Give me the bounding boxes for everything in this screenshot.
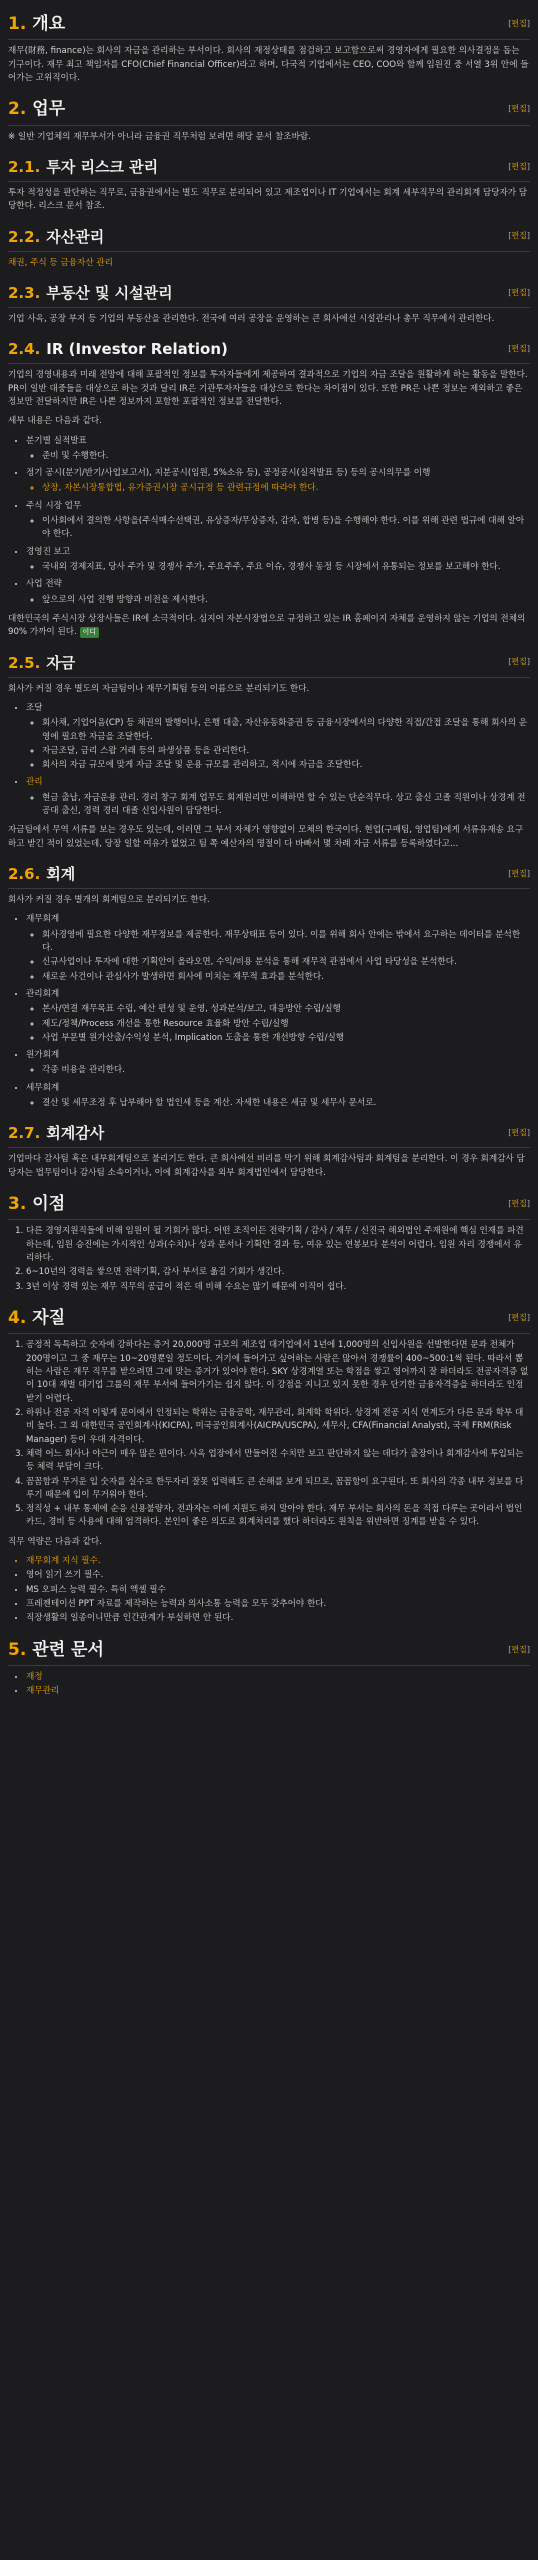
section-related — [8, 1632, 530, 1699]
section-title: 3. 이점 — [8, 1194, 66, 1215]
edit-link[interactable]: [ 편집 ] — [508, 1644, 530, 1656]
section-title: 2. 업무 — [8, 99, 66, 120]
section-funds — [8, 646, 530, 851]
section-header — [8, 332, 530, 364]
section-ir — [8, 332, 530, 639]
list-subitem: ◦ 국내외 경제지표, 당사 주가 및 경쟁사 주가, 주요주주, 주요 이슈, 경쟁사 동정 등 시장에서 유통되는 정보를 보고해야 한다. — [42, 561, 530, 574]
section-title: 2.6. 회계 — [8, 865, 76, 884]
accounting-list — [8, 913, 530, 1110]
section-title: 2.5. 자금 — [8, 653, 76, 672]
edit-link[interactable]: [ 편집 ] — [508, 343, 530, 355]
list-subitem: ◦ 자금조달, 금리 스왑 거래 등의 파생상품 등을 관리한다. — [42, 745, 530, 758]
paragraph: 대한민국의 주식시장 상장사들은 IR에 소극적이다. 심지어 자본시장법으로 규정하고 있는 IR 홈페이지 자체를 운영하지 않는 기업의 전체의 90% 가까이 된다. 이디 — [8, 613, 526, 638]
section-title: 2.4. IR (Investor Relation) — [8, 340, 228, 359]
section-asset-management — [8, 220, 530, 270]
section-title: 4. 자질 — [8, 1307, 66, 1328]
list-item: • 직장생활의 일종이니만큼 인간관계가 부실하면 안 된다. — [26, 1612, 530, 1625]
edit-link[interactable]: [ 편집 ] — [508, 18, 530, 30]
paragraph: 재무(財務, finance)는 회사의 자금을 관리하는 부서이다. 회사의 재정상태를 점검하고 보고함으로써 경영자에게 필요한 의사결정을 돕는 기구이다. 재무 최고 책임자를 CFO(Chief Financial Officer)라고 하며, 다국적 기업에서는 CEO, COO와 함께 임원진 중 서열 3위 안에 들어가는 고위직이다. — [8, 46, 529, 84]
section-advantages — [8, 1186, 530, 1294]
list-subitem: ◦ 새로운 사건이나 관심사가 발생하면 회사에 미치는 재무적 효과를 분석한다. — [42, 971, 530, 984]
paragraph: 기업마다 감사팀 혹은 내부회계팀으로 불리기도 한다. 큰 회사에선 비리를 막기 위해 회계감사팀과 회계팀을 분리한다. 이 경우 회계감사 담당자는 법무팀이나 감사팀 소속이거나, 이에 회계감사를 외부 회계법인에서 담당한다. — [8, 1154, 525, 1178]
paragraph: ※ 일반 기업체의 재무부서가 아니라 금융권 직무처럼 보려면 해당 문서 참조바람. — [8, 131, 311, 142]
paragraph: 자금팀에서 무역 서류를 보는 경우도 있는데, 이러면 그 부서 자체가 영향없이 모체의 한국이다. 현업(구매팀, 영업팀)에게 서류유재송 요구하고 받긴 적이 있었는데, 당장 일할 여유가 없었고 팀 쪽 예산자의 명절이 다 바빠서 몇 차례 자금 서류를 등록하였다고... — [8, 825, 524, 849]
list-subitem: ◦ 신규사업이나 투자에 대한 기획안이 올라오면, 수익/비용 분석을 통해 재무적 관점에서 사업 타당성을 분석한다. — [42, 956, 530, 969]
section-title: 1. 개요 — [8, 14, 66, 34]
list-subitem: ◦ 회사의 자금 규모에 맞게 자금 조달 및 운용 규모를 관리하고, 적시에 자금을 조달한다. — [42, 759, 530, 772]
paragraph: 기업 사옥, 공장 부지 등 기업의 부동산을 관리한다. 전국에 여러 공장을 운영하는 큰 회사에선 시설관리나 총무 직무에서 관리한다. — [8, 313, 495, 324]
paragraph: 직무 역량은 다음과 같다. — [8, 1536, 102, 1547]
related-link — [26, 1671, 530, 1684]
tag-badge: 이디 — [80, 627, 100, 638]
related-link-finance[interactable]: 재정 — [26, 1672, 43, 1683]
section-header — [8, 150, 530, 182]
section-duties — [8, 91, 530, 144]
section-header — [8, 91, 530, 125]
edit-link[interactable]: [ 편집 ] — [508, 656, 530, 668]
list-item: 2. 하위나 전공 자격 이렇게 문이에서 인정되는 학위는 금융공학, 재무관리, 회계학 학위다. 상경계 전공 지식 연계도가 다른 문과 학부 대비 높다. 그 외 대한민국 공인회계사(KICPA), 미국공인회계사(AICPA/USCPA), 세무사, CFA(Financial Analyst), 국제 FRM(Risk Manager) 등이 우대 자격이다. — [26, 1407, 530, 1447]
section-header — [8, 6, 530, 40]
list-item: • 주식 시장 업무 ◦ 이사회에서 결의한 사항을(주식매수선택권, 유상증자/무상증자, 감자, 합병 등)을 수행해야 한다. 이를 위해 관련 법규에 대해 알아야 한다. — [26, 500, 530, 542]
list-item: • 사업 전략 ◦ 앞으로의 사업 진행 방향과 비전을 제시한다. — [26, 578, 530, 607]
list-item: • 경영진 보고 ◦ 국내외 경제지표, 당사 주가 및 경쟁사 주가, 주요주주, 주요 이슈, 경쟁사 동정 등 시장에서 유통되는 정보를 보고해야 한다. — [26, 546, 530, 575]
list-item: • 원가회계 ◦ 각종 비용을 관리한다. — [26, 1049, 530, 1078]
edit-link[interactable]: [ 편집 ] — [508, 103, 530, 115]
list-item: 1. 다른 경영지원직들에 비해 임원이 될 기회가 많다. 어떤 조직이든 전략기획 / 감사 / 재무 / 신진국 해외법인 주재원에 핵심 인재를 파견하는데, 임원 승진에는 가시적인 성과(수치)나 성과 문서나 기획안 결과 등, 여유 있는 연봉보다 분석이 어렵다. 임원 자리 경쟁에서 유리하다. — [26, 1225, 530, 1265]
list-item: • 재무회계 ◦ 회사경영에 필요한 다양한 재무정보를 제공한다. 재무상태표 등이 있다. 이를 위해 회사 안에는 밖에서 요구하는 데이터를 분석한다. ◦ 신규사업이나 투자에 대한 기획안이 올라오면, 수익/비용 분석을 통해 재무적 관점에서 사업 타당성을 분석한다. ◦ 새로운 사건이나 관심사가 발생하면 회사에 미치는 재무적 효과를 분석한다. — [26, 913, 530, 984]
edit-link[interactable]: [ 편집 ] — [508, 230, 530, 242]
section-header — [8, 1186, 530, 1220]
list-item: • 재무회계 지식 필수. — [26, 1555, 530, 1568]
list-subitem: ◦ 회사채, 기업어음(CP) 등 채권의 발행이나, 은행 대출, 자산유동화증권 등 금융시장에서의 다양한 직접/간접 조달을 통해 회사의 운영에 필요한 자금을 조달한다. — [42, 717, 530, 744]
section-header — [8, 220, 530, 252]
list-item: • 프레젠테이션 PPT 자료를 제작하는 능력과 의사소통 능력을 모두 갖추어야 한다. — [26, 1598, 530, 1611]
edit-link[interactable]: [ 편집 ] — [508, 1198, 530, 1210]
section-header — [8, 1300, 530, 1334]
list-item: 4. 꼼꼼함과 무거운 입 숫자를 실수로 한두자리 잘못 입력해도 큰 손해를 보게 되므로, 꼼꼼함이 요구된다. 또 회사의 각종 내부 정보를 다루기 때문에 입이 무거워야 한다. — [26, 1476, 530, 1503]
edit-link[interactable]: [ 편집 ] — [508, 1127, 530, 1139]
section-header — [8, 857, 530, 889]
section-title: 2.7. 회계감사 — [8, 1124, 105, 1143]
list-subitem: ◦ 본사/연결 재무목표 수립, 예산 편성 및 운영, 성과분석/보고, 대응방안 수립/실행 — [42, 1003, 530, 1016]
list-subitem: ◦ 현금 출납, 자금운용 관리. 경리 창구 회계 업무도 회계원리만 이해하면 할 수 있는 단순직무다. 상고 출신 고졸 직원이나 상경계 전공대 출신, 경력 경리 대졸 신입사원이 담당한다. — [42, 792, 530, 819]
list-subitem: ◦ 앞으로의 사업 진행 방향과 비전을 제시한다. — [42, 594, 530, 607]
edit-link[interactable]: [ 편집 ] — [508, 868, 530, 880]
paragraph: 회사가 커질 경우 별개의 회계팀으로 분리되기도 한다. — [8, 895, 210, 906]
edit-link[interactable]: [ 편집 ] — [508, 287, 530, 299]
list-item: • 영어 읽기 쓰기 필수. — [26, 1569, 530, 1582]
qualities-list — [8, 1339, 530, 1529]
section-title: 2.3. 부동산 및 시설관리 — [8, 283, 173, 302]
list-subitem: ◦ 준비 및 수행한다. — [42, 450, 530, 463]
section-accounting — [8, 857, 530, 1110]
funds-list — [8, 702, 530, 819]
advantages-list — [8, 1225, 530, 1294]
section-title: 5. 관련 문서 — [8, 1639, 104, 1660]
list-item: • 분기별 실적발표 ◦ 준비 및 수행한다. — [26, 435, 530, 464]
list-item: 3. 체력 어느 회사나 야근이 매우 많은 편이다. 사옥 업장에서 만들어진 수치만 보고 판단하지 않는 데다가 출장이나 회계감사에 투입되는 등 체력 부담이 크다. — [26, 1448, 530, 1475]
list-subitem: ◦ 이사회에서 결의한 사항을(주식매수선택권, 유상증자/무상증자, 감자, 합병 등)을 수행해야 한다. 이를 위해 관련 법규에 대해 알아야 한다. — [42, 515, 530, 542]
paragraph: 채권, 주식 등 금융자산 관리 — [8, 257, 113, 268]
list-subitem: ◦ 결산 및 세무조정 후 납부해야 할 법인세 등을 계산. 자세한 내용은 세금 및 세무사 문서로. — [42, 1097, 530, 1110]
section-qualities — [8, 1300, 530, 1626]
section-header — [8, 1632, 530, 1666]
list-subitem: ◦ 회사경영에 필요한 다양한 재무정보를 제공한다. 재무상태표 등이 있다. 이를 위해 회사 안에는 밖에서 요구하는 데이터를 분석한다. — [42, 929, 530, 956]
edit-link[interactable]: [ 편집 ] — [508, 161, 530, 173]
related-list — [8, 1671, 530, 1699]
list-item: • 관리회계 ◦ 본사/연결 재무목표 수립, 예산 편성 및 운영, 성과분석/보고, 대응방안 수립/실행 ◦ 제도/정책/Process 개선을 통한 Resource 효율화 방안 수립/실행 ◦ 사업 부문별 원가산출/수익성 분석, Implication 도출을 통한 개선방향 수립/실행 — [26, 988, 530, 1045]
list-item: 3. 3년 이상 경력 있는 재무 직무의 공급이 적은 데 비해 수요는 많기 때문에 이직이 쉽다. — [26, 1281, 530, 1294]
list-item: 1. 공정적 독특하고 숫자에 강하다는 증거 20,000명 규모의 제조업 대기업에서 1년에 1,000명의 신입사원을 선발한다면 문과 전체가 200명이고 그 중 재무는 10~20명뿐일 정도이다. 거기에 들어가고 싶어하는 사람은 많아서 경쟁률이 400~500:1씩 된다. 따라서 뽑히는 사람은 재무 직무를 받으려면 그에 맞는 증거가 있어야 한다. SKY 상경계열 또는 학점을 쌓고 영어까지 잘 하더라도 전공자격증 없이 10대 재벌 대기업 그룹의 재무 부서에 들어가기는 쉽지 않다. 이 강점을 지니고 있지 못한 경우 단기한 금융자격증을 하더라도 인정받기 어렵다. — [26, 1339, 530, 1406]
section-overview — [8, 6, 530, 85]
list-subitem: ◦ 각종 비용을 관리한다. — [42, 1064, 530, 1077]
section-title: 2.1. 투자 리스크 관리 — [8, 158, 159, 177]
section-header — [8, 276, 530, 308]
list-subitem: ◦ 제도/정책/Process 개선을 통한 Resource 효율화 방안 수립/실행 — [42, 1018, 530, 1031]
list-subitem: ◦ 상장, 자본시장통합법, 유가증권시장 공시규정 등 관련규정에 따라야 한다. — [42, 482, 530, 495]
list-item: • 조달 ◦ 회사채, 기업어음(CP) 등 채권의 발행이나, 은행 대출, 자산유동화증권 등 금융시장에서의 다양한 직접/간접 조달을 통해 회사의 운영에 필요한 자금을 조달한다. ◦ 자금조달, 금리 스왑 거래 등의 파생상품 등을 관리한다. ◦ 회사의 자금 규모에 맞게 자금 조달 및 운용 규모를 관리하고, 적시에 자금을 조달한다. — [26, 702, 530, 773]
section-title: 2.2. 자산관리 — [8, 227, 105, 246]
paragraph: 투자 적정성을 판단하는 직무로, 금융권에서는 별도 직무로 분리되어 있고 제조업이나 IT 기업에서는 회계 세부직무의 관리회계 담당자가 담당한다. 리스크 문서 참조. — [8, 188, 528, 212]
list-subitem: ◦ 사업 부문별 원가산출/수익성 분석, Implication 도출을 통한 개선방향 수립/실행 — [42, 1032, 530, 1045]
edit-link[interactable]: [ 편집 ] — [508, 1312, 530, 1324]
paragraph: 세부 내용은 다음과 같다. — [8, 416, 102, 427]
related-link — [26, 1685, 530, 1698]
skills-list — [8, 1555, 530, 1626]
section-header — [8, 1116, 530, 1148]
section-real-estate — [8, 276, 530, 326]
list-item: 5. 정직성 + 내부 통제에 순응 신용불량자, 전과자는 이에 지원도 하지 말아야 한다. 재무 부서는 회사의 돈을 직접 다루는 곳이라서 법인카드, 경비 등 사용에 대해 엄격하다. 본인이 좋은 의도로 회계처리를 했다 하더라도 원칙을 위반하면 징계를 받을 수 있다. — [26, 1503, 530, 1530]
list-item: • 세무회계 ◦ 결산 및 세무조정 후 납부해야 할 법인세 등을 계산. 자세한 내용은 세금 및 세무사 문서로. — [26, 1082, 530, 1111]
section-header — [8, 646, 530, 678]
ir-list — [8, 435, 530, 607]
section-investment-risk — [8, 150, 530, 214]
list-item: • 정기 공시(분기/반기/사업보고서), 지분공시(임원, 5%소유 등), 공정공시(실적발표 등) 등의 공시의무를 이행 ◦ 상장, 자본시장통합법, 유가증권시장 공시규정 등 관련규정에 따라야 한다. — [26, 467, 530, 496]
paragraph: 회사가 커질 경우 별도의 자금팀이나 재무기획팀 등의 이름으로 분리되기도 한다. — [8, 683, 310, 694]
paragraph: 기업의 경영내용과 미래 전망에 대해 포괄적인 정보를 투자자들에게 제공하여 결과적으로 기업의 자금 조달을 원활하게 하는 활동을 말한다. PR이 일반 대중들을 대상으로 하는 것과 달리 IR은 기관투자자들을 대상으로 한다는 차이점이 있다. 또한 PR은 나쁜 정보는 제외하고 좋은 정보만 전달하지만 IR은 나쁜 정보까지 포함한 포괄적인 정보를 전달한다. — [8, 370, 528, 407]
related-link-financial-management[interactable]: 재무관리 — [26, 1686, 60, 1697]
section-audit — [8, 1116, 530, 1180]
list-item: 2. 6~10년의 경력을 쌓으면 전략기획, 감사 부서로 옮길 기회가 생긴다. — [26, 1266, 530, 1279]
list-item: • 관리 ◦ 현금 출납, 자금운용 관리. 경리 창구 회계 업무도 회계원리만 이해하면 할 수 있는 단순직무다. 상고 출신 고졸 직원이나 상경계 전공대 출신, 경력 경리 대졸 신입사원이 담당한다. — [26, 776, 530, 818]
list-item: • MS 오피스 능력 필수. 특히 엑셀 필수 — [26, 1584, 530, 1597]
